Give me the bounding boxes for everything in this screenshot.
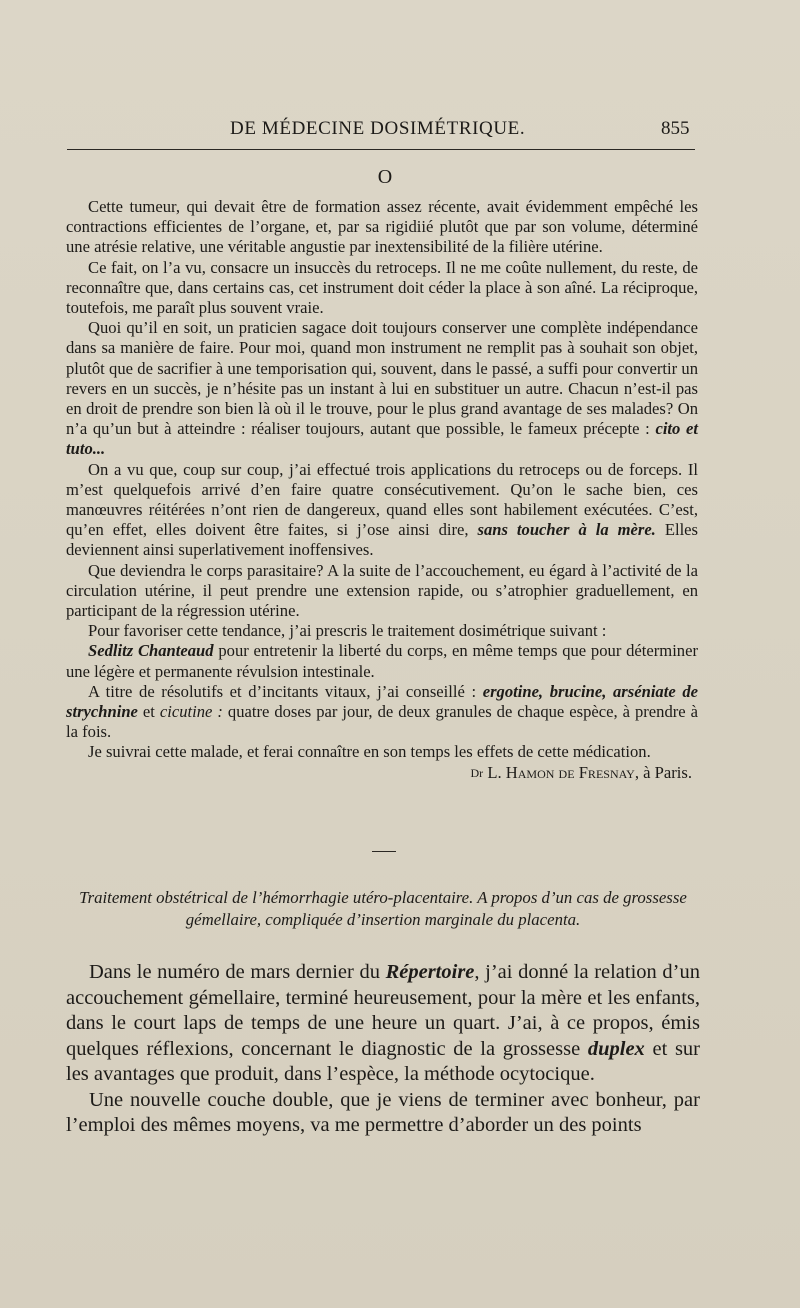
paragraph: Je suivrai cette malade, et ferai connaître en son temps les effets de cette médication.	[88, 742, 651, 762]
running-title: DE MÉDECINE DOSIMÉTRIQUE.	[230, 118, 526, 139]
paragraph	[66, 960, 700, 1088]
running-header	[0, 118, 800, 144]
paragraph	[66, 682, 698, 743]
paragraph	[66, 460, 698, 561]
paragraph-text: et	[137, 702, 160, 722]
paragraph: Que deviendra le corps parasitaire? A la suite de l’accouchement, eu égard à l’activité de la circulation utérine, il peut prendre une extension rapide, ou s’atrophier graduellement, en participant de la régression utérine.	[66, 560, 698, 621]
paragraph-text: Quoi qu’il en soit, un praticien sagace doit toujours conserver une complète indépendance dans sa manière de faire. Pour moi, quand mon instrument ne remplit pas à souhait son objet, plutôt que de sacrifier à une temporisation qui, souvent, dans le passé, a suffi pour convertir un revers en un succès, je n’hésite pas un instant à lui en substituer un autre. Chacun n’est-il pas en droit de prendre son bien là où il le trouve, pour le plus grand avantage de ses malades? On n’a qu’un but à atteindre : réaliser toujours, autant que possible, le fameux précepte :	[66, 318, 698, 439]
italic-phrase: cicutine :	[159, 702, 223, 722]
paragraph-text: Dans le numéro de mars dernier du	[89, 961, 386, 983]
paragraph-text: pour entretenir la liberté du corps, en même temps que pour déterminer une légère et permanente révulsion intestinale.	[66, 641, 698, 681]
signature-title: Dr	[470, 765, 484, 780]
page-number: 855	[661, 118, 690, 139]
signature	[66, 763, 698, 783]
italic-phrase: ergotine, brucine, arséniate de strychnine	[66, 681, 698, 722]
paragraph	[66, 641, 698, 681]
article-body	[66, 960, 700, 1139]
italic-phrase: sans toucher à la mère.	[477, 520, 656, 540]
section-mark: O	[377, 166, 393, 188]
paragraph-text: , j’ai donné la relation d’un accouchement gémellaire, terminé heureusement, pour la mère et les enfants, dans le court laps de temps de une heure un quart. J’ai, à ce propos, émis quelques réflexions, concernant le diagnostic de la grossesse	[66, 961, 700, 1060]
paragraph: Ce fait, on l’a vu, consacre un insuccès du retroceps. Il ne me coûte nullement, du reste, de reconnaître que, dans certains cas, cet instrument doit céder la place à son aîné. La réciproque, toutefois, me paraît plus souvent vraie.	[66, 257, 698, 318]
header-rule	[67, 149, 695, 150]
paragraph	[66, 318, 698, 459]
italic-phrase: duplex	[587, 1037, 645, 1060]
paragraph: Cette tumeur, qui devait être de formation assez récente, avait évidemment empêché les contractions efficientes de l’organe, et, par sa rigidiié plutôt que par son volume, déterminé une atrésie relative, une véritable angustie par inextensibilité de la filière utérine.	[66, 197, 698, 257]
body-text	[66, 197, 698, 783]
paragraph: Pour favoriser cette tendance, j’ai prescris le traitement dosimétrique suivant :	[88, 621, 607, 641]
italic-phrase: cito et tuto...	[66, 419, 699, 459]
signature-name: L. Hamon de Fresnay	[487, 762, 635, 782]
section-divider	[372, 851, 396, 852]
italic-phrase: Sedlitz Chanteaud	[88, 641, 214, 661]
paragraph: Une nouvelle couche double, que je viens de terminer avec bonheur, par l’emploi des mêmes moyens, va me permettre d’aborder un des points	[66, 1088, 700, 1136]
italic-phrase: Répertoire	[385, 961, 475, 983]
paragraph-text: et sur les avantages que produit, dans l’espèce, la méthode ocytocique.	[66, 1037, 700, 1085]
paragraph-text: A titre de résolutifs et d’incitants vitaux, j’ai conseillé :	[88, 681, 483, 701]
signature-place: , à Paris.	[634, 762, 692, 782]
paragraph-text: Elles deviennent ainsi superlativement inoffensives.	[66, 520, 698, 560]
article-title: Traitement obstétrical de l’hémorrhagie utéro-placentaire. A propos d’un cas de grossesse gémellaire, compliquée d’insertion marginale du placenta.	[79, 888, 687, 929]
paragraph-text: quatre doses par jour, de deux granules de chaque espèce, à prendre à la fois.	[66, 702, 698, 742]
paragraph-text: On a vu que, coup sur coup, j’ai effectué trois applications du retroceps ou de forceps. Il m’est quelquefois arrivé d’en faire quatre consécutivement. Qu’on le sache bien, ces manœuvres réitérées n’ont rien de dangereux, quand elles sont habilement exécutées. C’est, qu’en effet, elles doivent être faites, si j’ose ainsi dire,	[66, 459, 698, 540]
